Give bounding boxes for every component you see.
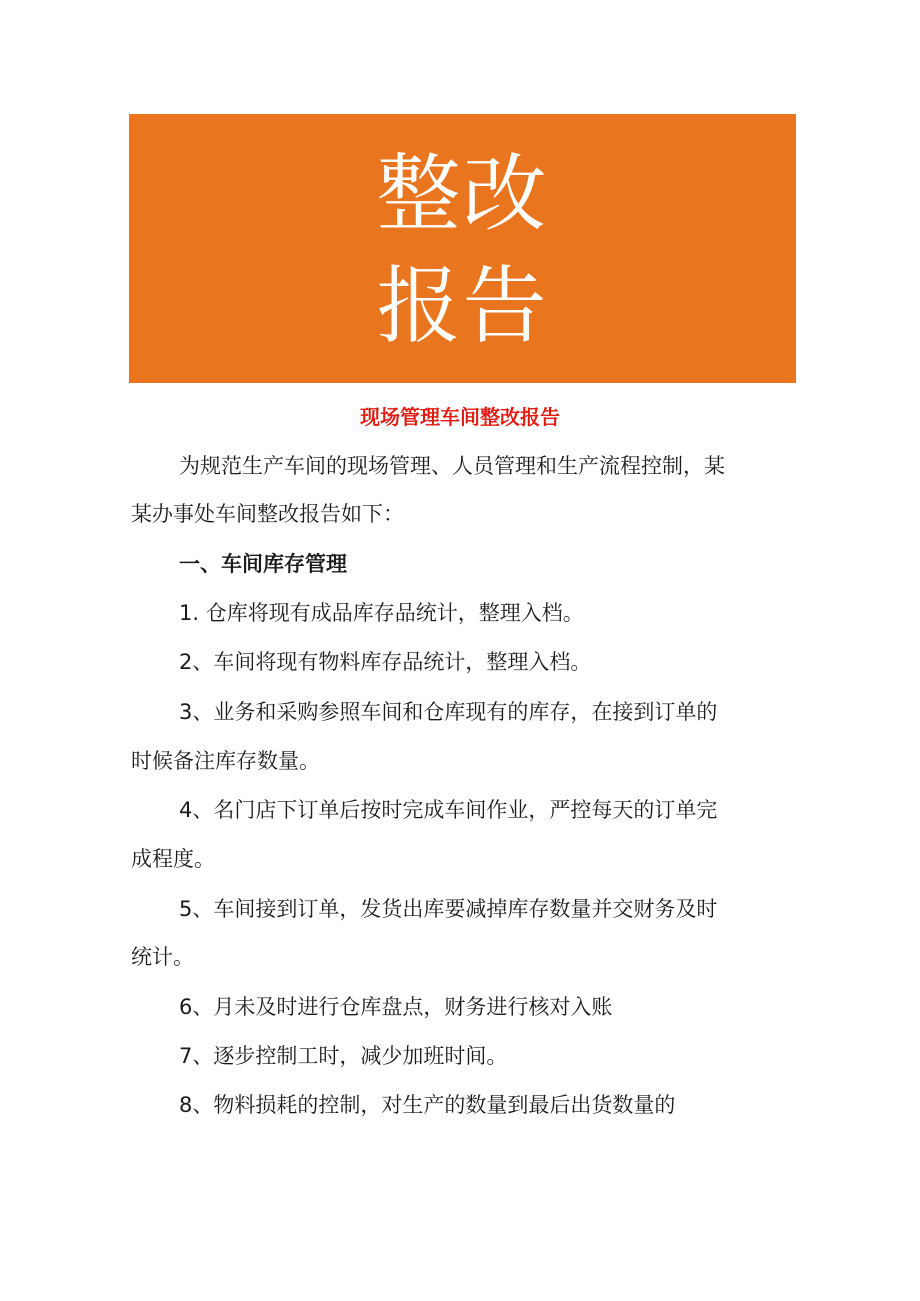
list-item-8: 8、物料损耗的控制，对生产的数量到最后出货数量的 [179,1093,676,1117]
banner-title-line-2: 报告 [376,257,549,355]
section-heading: 一、车间库存管理 [179,552,347,576]
banner-title-line-1: 整改 [376,145,549,243]
intro-paragraph-line-2: 某办事处车间整改报告如下： [131,502,404,526]
intro-paragraph-line-1: 为规范生产车间的现场管理、人员管理和生产流程控制，某 [179,454,725,478]
list-item-6: 6、月未及时进行仓库盘点，财务进行核对入账 [179,995,613,1019]
list-item-4-continued: 成程度。 [131,847,215,871]
list-item-5-continued: 统计。 [131,945,194,969]
document-title: 现场管理车间整改报告 [360,405,560,429]
list-item-3-continued: 时候备注库存数量。 [131,749,320,773]
list-item-4: 4、名门店下订单后按时完成车间作业，严控每天的订单完 [179,798,718,822]
title-banner [129,114,796,383]
list-item-2: 2、车间将现有物料库存品统计，整理入档。 [179,650,592,674]
list-item-1: 1. 仓库将现有成品库存品统计，整理入档。 [179,601,584,625]
list-item-3: 3、业务和采购参照车间和仓库现有的库存，在接到订单的 [179,700,718,724]
list-item-7: 7、逐步控制工时，减少加班时间。 [179,1044,508,1068]
list-item-5: 5、车间接到订单，发货出库要减掉库存数量并交财务及时 [179,897,718,921]
